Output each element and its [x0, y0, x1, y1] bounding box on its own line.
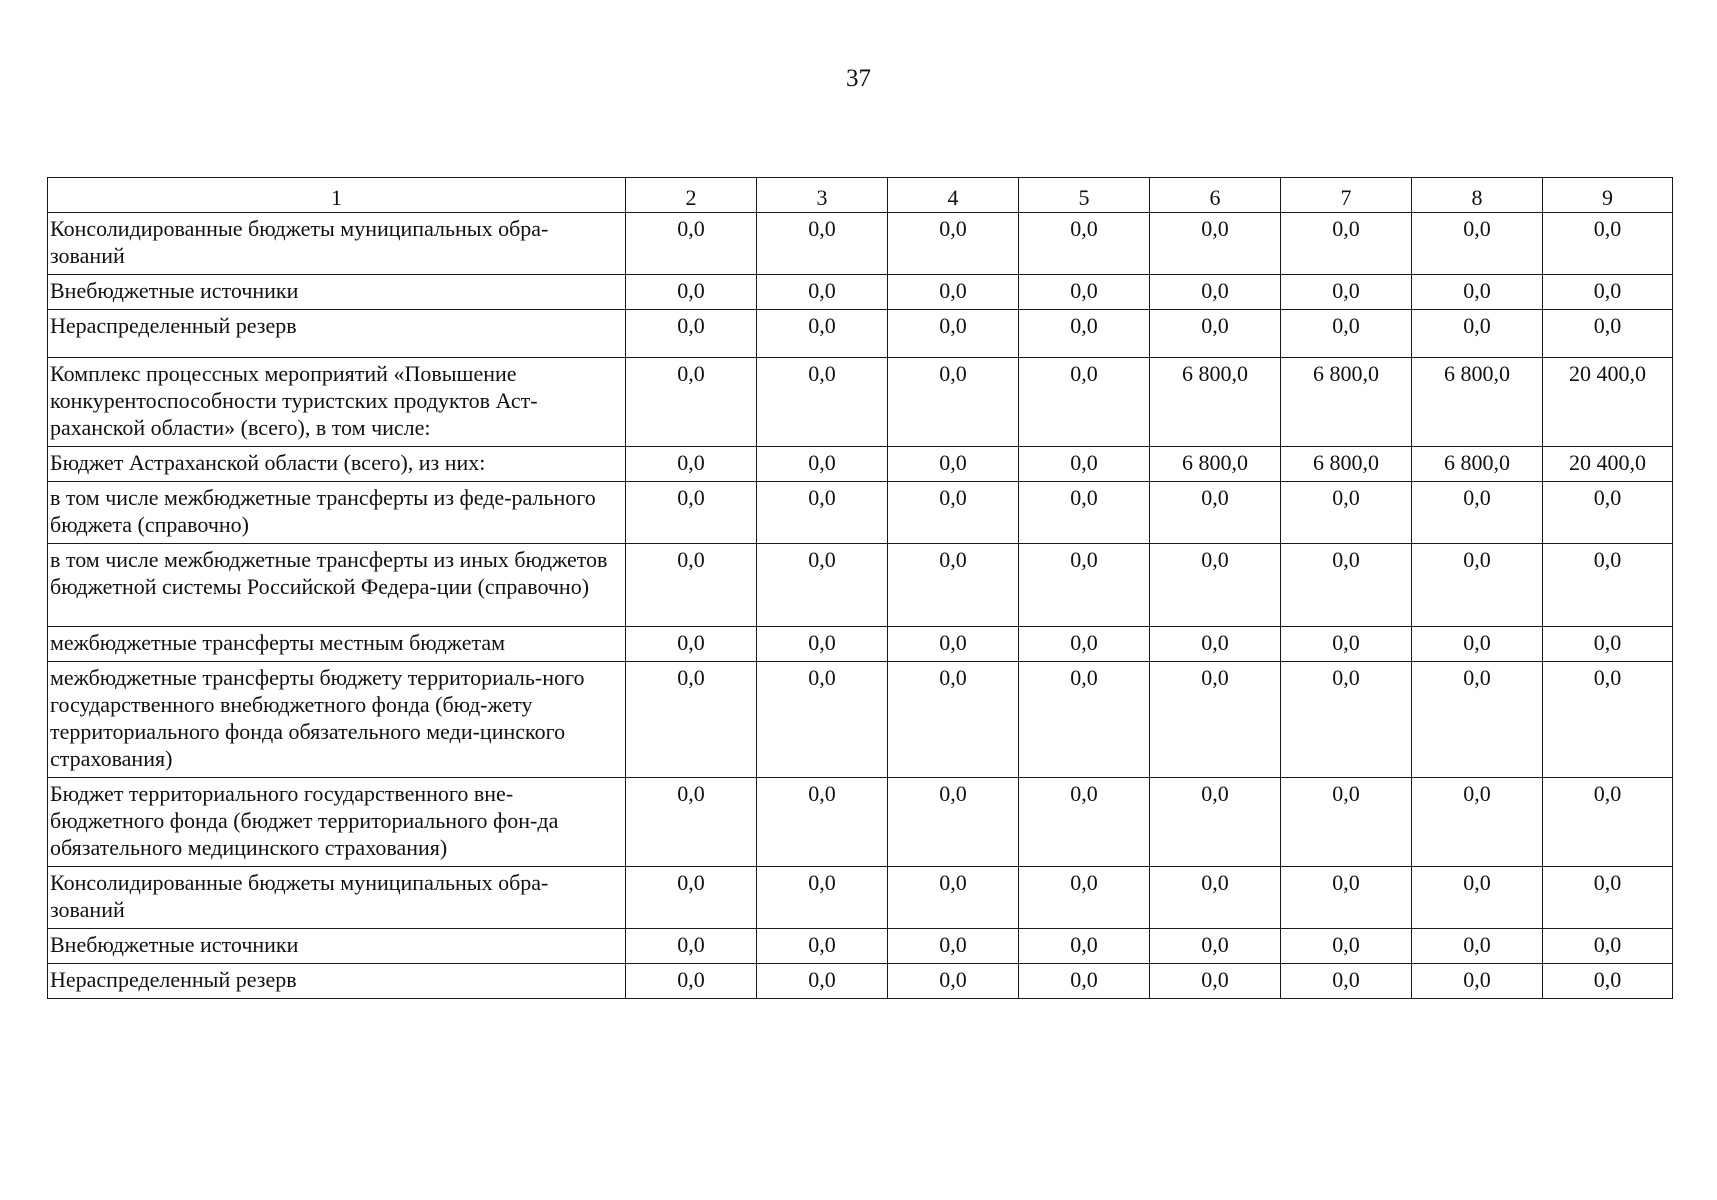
value-cell: 0,0: [1281, 662, 1412, 778]
column-header: 8: [1412, 178, 1543, 213]
value-cell: 0,0: [888, 447, 1019, 482]
value-cell: 0,0: [1150, 662, 1281, 778]
value-cell: 0,0: [757, 544, 888, 627]
value-cell: 0,0: [1281, 310, 1412, 358]
value-cell: 0,0: [1150, 213, 1281, 275]
row-label: Бюджет Астраханской области (всего), из них:: [48, 447, 626, 482]
value-cell: 0,0: [1150, 544, 1281, 627]
value-cell: 0,0: [888, 482, 1019, 544]
row-label: Бюджет территориального государственного вне-бюджетного фонда (бюджет территориального фон-да обязательного медицинского страхования): [48, 778, 626, 867]
value-cell: 0,0: [888, 662, 1019, 778]
value-cell: 0,0: [626, 358, 757, 447]
value-cell: 0,0: [757, 964, 888, 999]
table-row: [48, 358, 1673, 447]
value-cell: 0,0: [1019, 447, 1150, 482]
value-cell: 0,0: [1543, 867, 1673, 929]
value-cell: 0,0: [888, 929, 1019, 964]
value-cell: 0,0: [1412, 964, 1543, 999]
row-label: Внебюджетные источники: [48, 929, 626, 964]
table-row: [48, 778, 1673, 867]
value-cell: 0,0: [1543, 929, 1673, 964]
row-label: Нераспределенный резерв: [48, 964, 626, 999]
value-cell: 0,0: [888, 213, 1019, 275]
table-row: [48, 544, 1673, 627]
value-cell: 0,0: [888, 358, 1019, 447]
value-cell: 0,0: [1281, 275, 1412, 310]
value-cell: 0,0: [1150, 867, 1281, 929]
value-cell: 0,0: [626, 482, 757, 544]
row-label: в том числе межбюджетные трансферты из феде-рального бюджета (справочно): [48, 482, 626, 544]
value-cell: 0,0: [1019, 929, 1150, 964]
row-label: межбюджетные трансферты бюджету территориаль-ного государственного внебюджетного фонда (бюд-жету территориального фонда обязательного меди-цинского страхования): [48, 662, 626, 778]
value-cell: 0,0: [1281, 213, 1412, 275]
value-cell: 0,0: [626, 964, 757, 999]
value-cell: 0,0: [626, 867, 757, 929]
column-header: 3: [757, 178, 888, 213]
table-row: [48, 662, 1673, 778]
column-header: 4: [888, 178, 1019, 213]
value-cell: 0,0: [1412, 867, 1543, 929]
value-cell: 0,0: [1150, 964, 1281, 999]
value-cell: 0,0: [1150, 482, 1281, 544]
value-cell: 0,0: [626, 627, 757, 662]
value-cell: 0,0: [1281, 544, 1412, 627]
value-cell: 6 800,0: [1412, 447, 1543, 482]
value-cell: 0,0: [1281, 778, 1412, 867]
value-cell: 0,0: [626, 213, 757, 275]
value-cell: 20 400,0: [1543, 447, 1673, 482]
value-cell: 0,0: [626, 778, 757, 867]
value-cell: 0,0: [1543, 778, 1673, 867]
value-cell: 0,0: [757, 778, 888, 867]
value-cell: 0,0: [1019, 213, 1150, 275]
value-cell: 0,0: [1412, 778, 1543, 867]
value-cell: 0,0: [1543, 544, 1673, 627]
value-cell: 0,0: [1281, 482, 1412, 544]
row-label: Нераспределенный резерв: [48, 310, 626, 358]
value-cell: 0,0: [757, 482, 888, 544]
value-cell: 0,0: [1412, 213, 1543, 275]
value-cell: 0,0: [888, 275, 1019, 310]
value-cell: 0,0: [888, 778, 1019, 867]
value-cell: 0,0: [1543, 662, 1673, 778]
value-cell: 0,0: [757, 213, 888, 275]
table-row: [48, 964, 1673, 999]
row-label: Комплекс процессных мероприятий «Повышение конкурентоспособности туристских продуктов Аст-раханской области» (всего), в том числе:: [48, 358, 626, 447]
page-number: 37: [846, 65, 871, 92]
value-cell: 0,0: [1543, 275, 1673, 310]
value-cell: 0,0: [1543, 310, 1673, 358]
value-cell: 0,0: [888, 627, 1019, 662]
value-cell: 0,0: [1412, 662, 1543, 778]
column-header: 2: [626, 178, 757, 213]
value-cell: 6 800,0: [1150, 447, 1281, 482]
value-cell: 0,0: [626, 544, 757, 627]
value-cell: 0,0: [1412, 627, 1543, 662]
value-cell: 20 400,0: [1543, 358, 1673, 447]
header-row: [48, 178, 1673, 213]
value-cell: 0,0: [626, 447, 757, 482]
table-row: [48, 213, 1673, 275]
value-cell: 0,0: [1019, 662, 1150, 778]
column-header: 9: [1543, 178, 1673, 213]
value-cell: 0,0: [1412, 275, 1543, 310]
row-label: Консолидированные бюджеты муниципальных обра-зований: [48, 213, 626, 275]
value-cell: 0,0: [1019, 964, 1150, 999]
value-cell: 0,0: [1543, 482, 1673, 544]
value-cell: 0,0: [1150, 929, 1281, 964]
value-cell: 0,0: [1019, 482, 1150, 544]
value-cell: 0,0: [1412, 929, 1543, 964]
value-cell: 0,0: [1412, 482, 1543, 544]
value-cell: 0,0: [1019, 627, 1150, 662]
table-row: [48, 929, 1673, 964]
value-cell: 0,0: [626, 929, 757, 964]
column-header: 5: [1019, 178, 1150, 213]
value-cell: 0,0: [1019, 358, 1150, 447]
value-cell: 0,0: [757, 358, 888, 447]
row-label: Внебюджетные источники: [48, 275, 626, 310]
row-label: в том числе межбюджетные трансферты из иных бюджетов бюджетной системы Российской Федера-ции (справочно): [48, 544, 626, 627]
value-cell: 0,0: [888, 964, 1019, 999]
value-cell: 0,0: [1150, 275, 1281, 310]
value-cell: 0,0: [1150, 627, 1281, 662]
value-cell: 0,0: [1150, 778, 1281, 867]
row-label: Консолидированные бюджеты муниципальных обра-зований: [48, 867, 626, 929]
value-cell: 0,0: [1019, 867, 1150, 929]
value-cell: 0,0: [1150, 310, 1281, 358]
value-cell: 0,0: [1019, 310, 1150, 358]
value-cell: 0,0: [1543, 213, 1673, 275]
value-cell: 0,0: [1543, 627, 1673, 662]
table-row: [48, 447, 1673, 482]
value-cell: 0,0: [1412, 310, 1543, 358]
table-row: [48, 275, 1673, 310]
value-cell: 6 800,0: [1150, 358, 1281, 447]
value-cell: 0,0: [1281, 929, 1412, 964]
table-row: [48, 482, 1673, 544]
column-header: 1: [48, 178, 626, 213]
value-cell: 0,0: [757, 662, 888, 778]
value-cell: 0,0: [1412, 544, 1543, 627]
value-cell: 0,0: [888, 544, 1019, 627]
value-cell: 0,0: [1281, 627, 1412, 662]
value-cell: 0,0: [888, 310, 1019, 358]
value-cell: 0,0: [757, 310, 888, 358]
value-cell: 0,0: [757, 275, 888, 310]
row-label: межбюджетные трансферты местным бюджетам: [48, 627, 626, 662]
value-cell: 0,0: [1019, 275, 1150, 310]
column-header: 7: [1281, 178, 1412, 213]
value-cell: 0,0: [757, 929, 888, 964]
value-cell: 0,0: [757, 447, 888, 482]
value-cell: 6 800,0: [1281, 447, 1412, 482]
value-cell: 6 800,0: [1281, 358, 1412, 447]
value-cell: 0,0: [1019, 778, 1150, 867]
value-cell: 0,0: [1019, 544, 1150, 627]
value-cell: 0,0: [626, 275, 757, 310]
value-cell: 0,0: [1281, 867, 1412, 929]
value-cell: 0,0: [1281, 964, 1412, 999]
budget-table: [47, 177, 1673, 999]
value-cell: 0,0: [1543, 964, 1673, 999]
value-cell: 0,0: [626, 662, 757, 778]
table-row: [48, 310, 1673, 358]
value-cell: 6 800,0: [1412, 358, 1543, 447]
value-cell: 0,0: [757, 867, 888, 929]
table-row: [48, 627, 1673, 662]
table-row: [48, 867, 1673, 929]
column-header: 6: [1150, 178, 1281, 213]
value-cell: 0,0: [888, 867, 1019, 929]
value-cell: 0,0: [757, 627, 888, 662]
value-cell: 0,0: [626, 310, 757, 358]
